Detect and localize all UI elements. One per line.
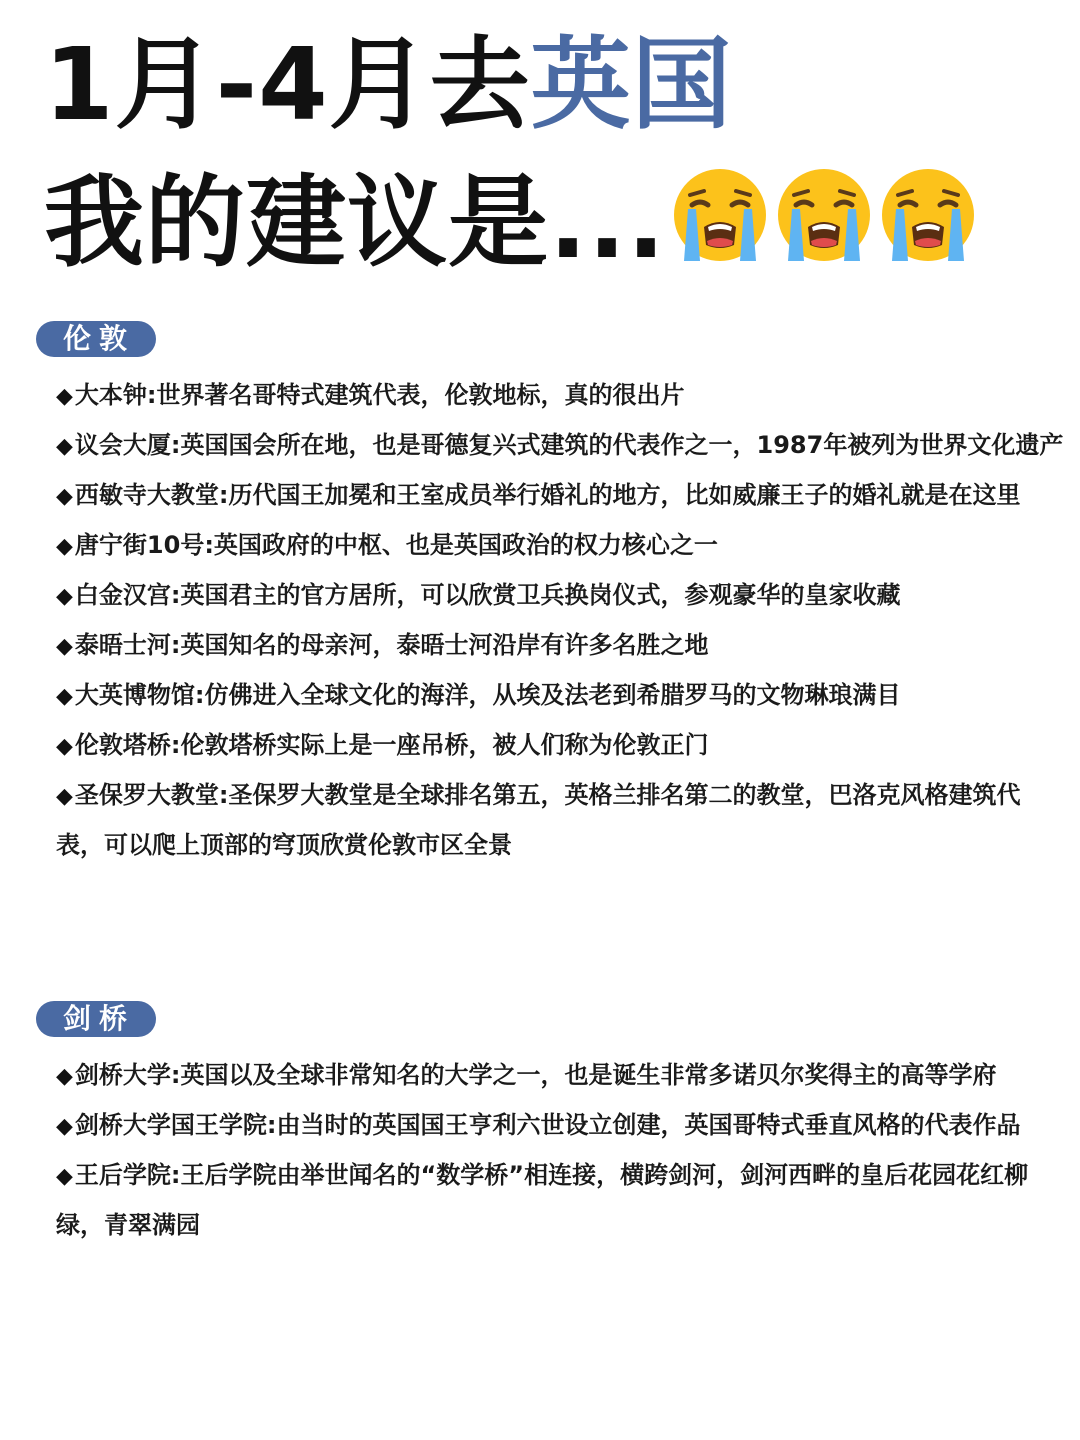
diamond-bullet-icon: ◆ (56, 734, 73, 759)
diamond-bullet-icon: ◆ (56, 634, 73, 659)
diamond-bullet-icon: ◆ (56, 684, 73, 709)
list-item (56, 521, 1064, 571)
list-item (56, 1051, 1064, 1101)
title-line-2-text: 我的建议是... (44, 164, 666, 281)
title-prefix: 1月-4月去 (44, 26, 531, 143)
diamond-bullet-icon: ◆ (56, 384, 73, 409)
diamond-bullet-icon: ◆ (56, 1164, 73, 1189)
list-item (56, 421, 1064, 471)
diamond-bullet-icon: ◆ (56, 784, 73, 809)
diamond-bullet-icon: ◆ (56, 584, 73, 609)
title-accent: 英国 (530, 26, 733, 143)
list-item (56, 671, 1064, 721)
cambridge-item-list (56, 1051, 1064, 1249)
list-item-text: 西敏寺大教堂:历代国王加冕和王室成员举行婚礼的地方，比如威廉王子的婚礼就是在这里 (74, 481, 1021, 509)
list-item-text: 议会大厦:英国国会所在地，也是哥德复兴式建筑的代表作之一，1987年被列为世界文化遗产 (74, 431, 1064, 459)
list-item-text: 王后学院:王后学院由举世闻名的“数学桥”相连接，横跨剑河，剑河西畔的皇后花园花红柳绿，青翠满园 (56, 1161, 1029, 1239)
list-item-text: 泰晤士河:英国知名的母亲河，泰晤士河沿岸有许多名胜之地 (74, 631, 709, 659)
section-tag-london: 伦敦 (36, 321, 156, 357)
list-item (56, 371, 1064, 421)
section-tag-cambridge: 剑桥 (36, 1001, 156, 1037)
list-item (56, 1151, 1064, 1249)
list-item-text: 伦敦塔桥:伦敦塔桥实际上是一座吊桥，被人们称为伦敦正门 (74, 731, 709, 759)
title-line-1 (44, 26, 733, 143)
list-item (56, 721, 1064, 771)
loudly-crying-face-icon (878, 165, 978, 265)
list-item-text: 唐宁街10号:英国政府的中枢、也是英国政治的权力核心之一 (74, 531, 718, 559)
diamond-bullet-icon: ◆ (56, 1064, 73, 1089)
loudly-crying-face-icon (670, 165, 770, 265)
list-item-text: 大本钟:世界著名哥特式建筑代表，伦敦地标，真的很出片 (74, 381, 685, 409)
list-item-text: 剑桥大学:英国以及全球非常知名的大学之一，也是诞生非常多诺贝尔奖得主的高等学府 (74, 1061, 997, 1089)
list-item-text: 大英博物馆:仿佛进入全球文化的海洋，从埃及法老到希腊罗马的文物琳琅满目 (74, 681, 901, 709)
list-item-text: 剑桥大学国王学院:由当时的英国国王亨利六世设立创建，英国哥特式垂直风格的代表作品 (74, 1111, 1021, 1139)
list-item (56, 771, 1064, 869)
diamond-bullet-icon: ◆ (56, 434, 73, 459)
title-line-2 (44, 164, 978, 281)
diamond-bullet-icon: ◆ (56, 534, 73, 559)
list-item-text: 圣保罗大教堂:圣保罗大教堂是全球排名第五，英格兰排名第二的教堂，巴洛克风格建筑代表，可以爬上顶部的穹顶欣赏伦敦市区全景 (56, 781, 1021, 859)
list-item-text: 白金汉宫:英国君主的官方居所，可以欣赏卫兵换岗仪式，参观豪华的皇家收藏 (74, 581, 901, 609)
list-item (56, 1101, 1064, 1151)
loudly-crying-face-icon (774, 165, 874, 265)
list-item (56, 471, 1064, 521)
diamond-bullet-icon: ◆ (56, 484, 73, 509)
diamond-bullet-icon: ◆ (56, 1114, 73, 1139)
list-item (56, 571, 1064, 621)
london-item-list (56, 371, 1064, 869)
list-item (56, 621, 1064, 671)
